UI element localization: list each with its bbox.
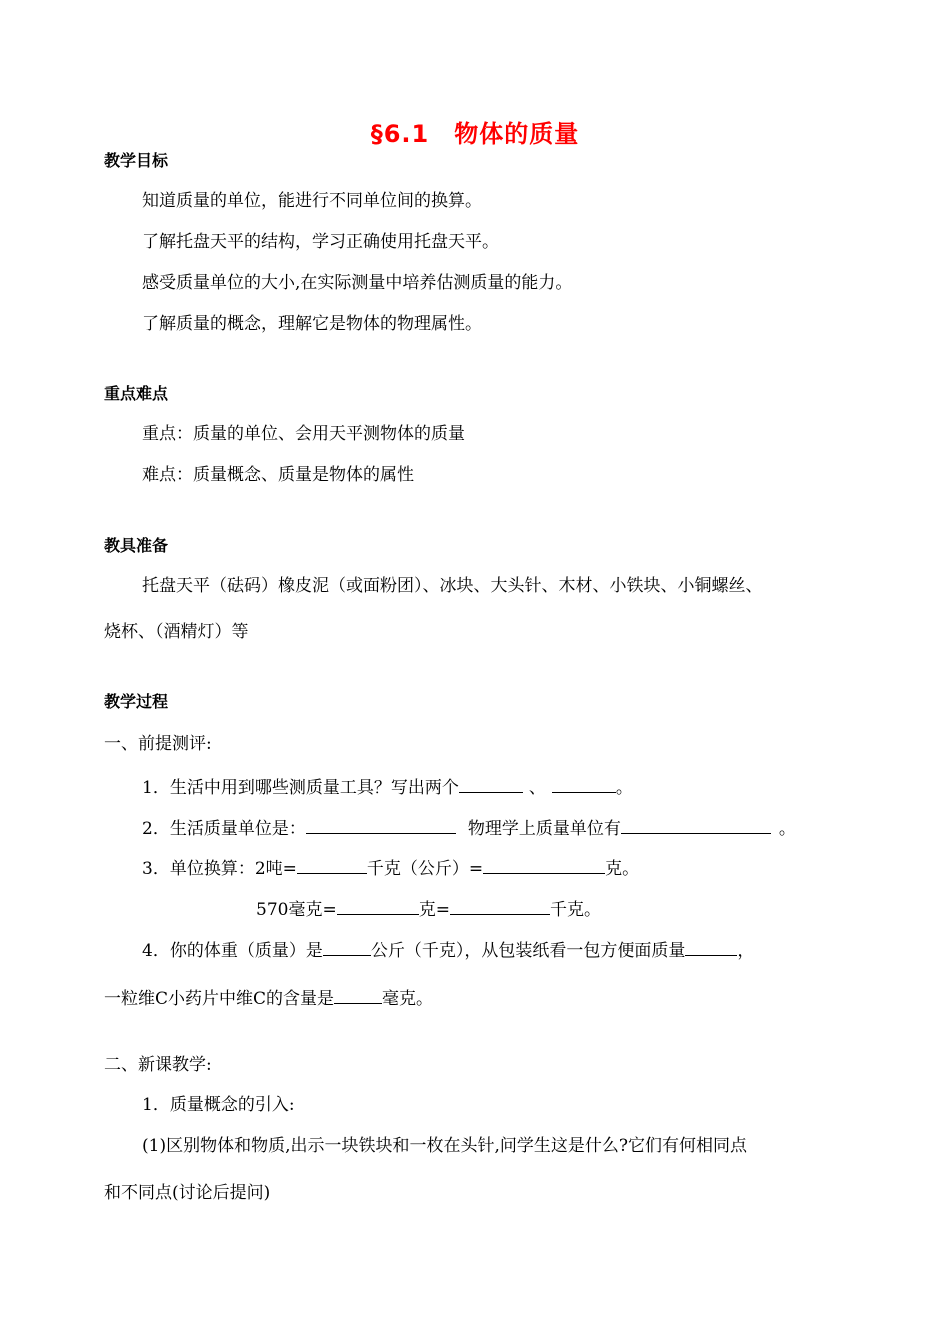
question-4-text-d: 毫克。 — [382, 989, 434, 1009]
question-4-text: 4．你的体重（质量）是 — [142, 941, 323, 961]
answer-blank[interactable] — [337, 896, 419, 915]
period: 。 — [615, 778, 633, 798]
question-3-text: 3．单位换算：2吨= — [142, 859, 297, 879]
period: 。 — [778, 819, 796, 839]
answer-blank[interactable] — [323, 937, 371, 956]
answer-blank[interactable] — [450, 896, 550, 915]
answer-blank[interactable] — [483, 855, 605, 874]
materials-line: 烧杯、（酒精灯）等 — [104, 622, 249, 642]
question-1-text: 1．生活中用到哪些测质量工具？写出两个 — [142, 778, 459, 798]
conversion-text-b: 克= — [418, 900, 450, 920]
page-title: §6.1 物体的质量 — [370, 120, 580, 148]
answer-blank[interactable] — [459, 774, 523, 793]
question-2-text: 2．生活质量单位是： — [142, 819, 306, 839]
question-3-conversion — [256, 896, 601, 921]
question-4 — [142, 937, 754, 962]
objective-item: 感受质量单位的大小,在实际测量中培养估测质量的能力。 — [142, 273, 573, 293]
answer-blank[interactable] — [621, 815, 771, 834]
question-1 — [142, 774, 633, 799]
answer-blank[interactable] — [552, 774, 616, 793]
part-one-label: 一、前提测评: — [104, 734, 212, 754]
key-points-heading: 重点难点 — [104, 384, 169, 403]
question-3-text-b: 千克（公斤）= — [366, 859, 484, 879]
objective-item: 知道质量的单位，能进行不同单位间的换算。 — [142, 191, 482, 211]
section-1-heading: 1．质量概念的引入: — [142, 1095, 295, 1115]
question-2 — [142, 815, 796, 840]
conversion-text-c: 千克。 — [549, 900, 601, 920]
separator: 、 — [528, 778, 546, 798]
section-1-1-text-continued: 和不同点(讨论后提问) — [104, 1183, 271, 1203]
question-2-text-b: 物理学上质量单位有 — [467, 819, 621, 839]
question-3 — [142, 855, 639, 880]
key-point: 重点：质量的单位、会用天平测物体的质量 — [142, 424, 465, 444]
question-4-line-2 — [104, 985, 433, 1010]
process-heading: 教学过程 — [104, 692, 169, 711]
objective-item: 了解托盘天平的结构，学习正确使用托盘天平。 — [142, 232, 499, 252]
question-4-text-c: 一粒维C小药片中维C的含量是 — [104, 989, 335, 1009]
answer-blank[interactable] — [297, 855, 367, 874]
difficult-point: 难点：质量概念、质量是物体的属性 — [142, 465, 414, 485]
answer-blank[interactable] — [306, 815, 456, 834]
objective-item: 了解质量的概念，理解它是物体的物理属性。 — [142, 314, 482, 334]
part-two-label: 二、新课教学: — [104, 1055, 212, 1075]
answer-blank[interactable] — [334, 985, 382, 1004]
answer-blank[interactable] — [685, 937, 737, 956]
question-3-text-c: 克。 — [605, 859, 640, 879]
section-1-1-text: (1)区别物体和物质,出示一块铁块和一枚在头针,问学生这是什么?它们有何相同点 — [142, 1136, 748, 1156]
objectives-heading: 教学目标 — [104, 151, 169, 170]
materials-line: 托盘天平（砝码）橡皮泥（或面粉团）、冰块、大头针、木材、小铁块、小铜螺丝、 — [142, 576, 763, 596]
conversion-text: 570毫克= — [256, 900, 337, 920]
comma: ， — [737, 941, 755, 961]
question-4-text-b: 公斤（千克），从包装纸看一包方便面质量 — [370, 941, 686, 961]
materials-heading: 教具准备 — [104, 536, 169, 555]
